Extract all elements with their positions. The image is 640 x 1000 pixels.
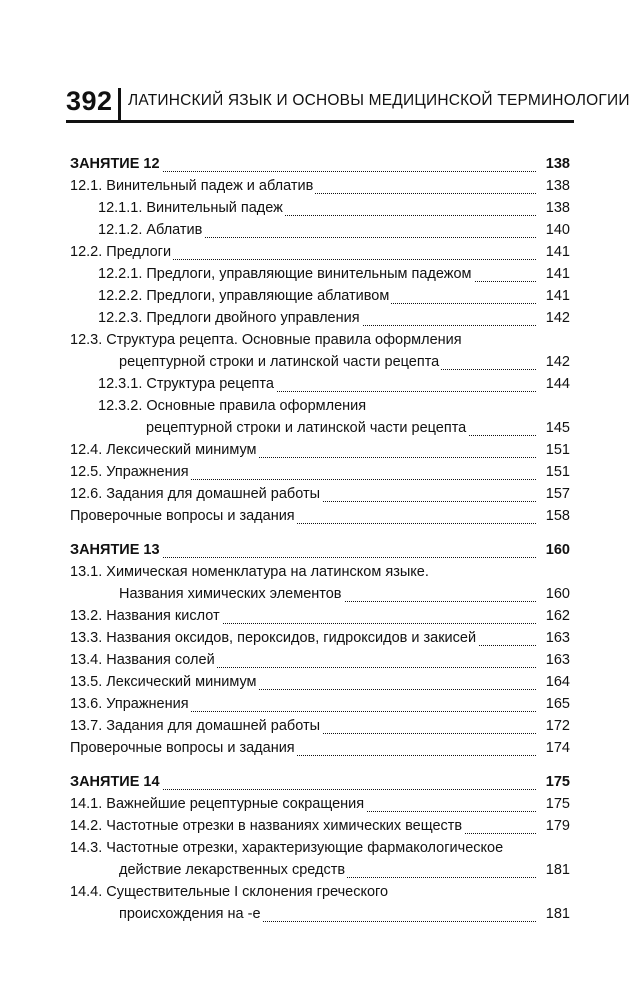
toc-entry-line: [70, 838, 570, 860]
toc-page-number: 138: [543, 198, 570, 218]
page-number: 392: [66, 86, 113, 116]
toc-entry-title: 13.7. Задания для домашней работы: [70, 718, 321, 734]
toc-entry-title: ЗАНЯТИЕ 13: [70, 542, 160, 558]
toc-entry-title: 13.5. Лексический минимум: [70, 674, 257, 690]
toc-entry[interactable]: [70, 540, 570, 562]
toc-entry[interactable]: [70, 242, 570, 264]
toc-entry-title: 13.3. Названия оксидов, пероксидов, гидроксидов и закисей: [70, 630, 477, 646]
toc-entry[interactable]: [70, 374, 570, 396]
toc-entry[interactable]: [70, 352, 570, 374]
toc-entry[interactable]: [70, 772, 570, 794]
toc-entry-title: 12.1. Винительный падеж и аблатив: [70, 178, 314, 194]
toc-entry-continuation: рецептурной строки и латинской части рецепта: [146, 420, 467, 436]
toc-entry-line: [70, 562, 570, 584]
toc-page-number: 163: [543, 628, 570, 648]
toc-page-number: 181: [543, 860, 570, 880]
toc-entry-continuation: происхождения на -е: [119, 906, 261, 922]
toc-entry-title: 14.3. Частотные отрезки, характеризующие фармакологическое: [70, 840, 504, 856]
toc-entry[interactable]: [70, 176, 570, 198]
toc-entry-title: 12.4. Лексический минимум: [70, 442, 257, 458]
toc-page-number: 164: [543, 672, 570, 692]
toc-page-number: 160: [543, 584, 570, 604]
toc-entry[interactable]: [70, 462, 570, 484]
toc-entry-title: 13.6. Упражнения: [70, 696, 189, 712]
toc-page-number: 172: [543, 716, 570, 736]
toc-entry[interactable]: [70, 694, 570, 716]
header-vertical-rule: [118, 88, 121, 122]
toc-entry[interactable]: [70, 198, 570, 220]
toc-entry-title: 12.6. Задания для домашней работы: [70, 486, 321, 502]
toc-page-number: 165: [543, 694, 570, 714]
toc-entry-title: 12.1.2. Аблатив: [98, 222, 203, 238]
toc-entry[interactable]: [70, 220, 570, 242]
toc-entry[interactable]: [70, 440, 570, 462]
toc-entry-title: 13.2. Названия кислот: [70, 608, 220, 624]
toc-page-number: 140: [543, 220, 570, 240]
toc-page-number: 138: [543, 176, 570, 196]
toc-page-number: 151: [543, 462, 570, 482]
toc-entry-title: 12.1.1. Винительный падеж: [98, 200, 283, 216]
toc-entry[interactable]: [70, 418, 570, 440]
toc-page-number: 142: [543, 308, 570, 328]
toc-entry-title: 14.2. Частотные отрезки в названиях химических веществ: [70, 818, 463, 834]
toc-entry-title: 12.2. Предлоги: [70, 244, 172, 260]
toc-page-number: 142: [543, 352, 570, 372]
toc-entry-continuation: рецептурной строки и латинской части рецепта: [119, 354, 440, 370]
toc-entry[interactable]: [70, 484, 570, 506]
toc-entry[interactable]: [70, 154, 570, 176]
toc-entry-title: ЗАНЯТИЕ 14: [70, 774, 160, 790]
toc-entry[interactable]: [70, 308, 570, 330]
toc-page-number: 145: [543, 418, 570, 438]
running-title: ЛАТИНСКИЙ ЯЗЫК И ОСНОВЫ МЕДИЦИНСКОЙ ТЕРМИНОЛОГИИ: [128, 92, 630, 109]
toc-entry[interactable]: [70, 672, 570, 694]
toc-page-number: 181: [543, 904, 570, 924]
toc-page-number: 174: [543, 738, 570, 758]
toc-page-number: 162: [543, 606, 570, 626]
toc-entry-title: 12.3.1. Структура рецепта: [98, 376, 274, 392]
toc-page-number: 151: [543, 440, 570, 460]
toc-entry[interactable]: [70, 506, 570, 528]
toc-entry-title: 12.3.2. Основные правила оформления: [98, 398, 367, 414]
toc-entry-title: 12.2.1. Предлоги, управляющие винительным падежом: [98, 266, 472, 282]
toc-entry[interactable]: [70, 716, 570, 738]
header-horizontal-rule: [66, 120, 574, 123]
toc-page-number: 141: [543, 264, 570, 284]
toc-entry-title: ЗАНЯТИЕ 12: [70, 156, 160, 172]
toc-entry[interactable]: [70, 628, 570, 650]
toc-entry[interactable]: [70, 860, 570, 882]
toc-entry-title: 13.4. Названия солей: [70, 652, 215, 668]
toc-page-number: 179: [543, 816, 570, 836]
toc-entry-line: [70, 330, 570, 352]
toc-entry[interactable]: [70, 794, 570, 816]
toc-entry-title: 12.2.3. Предлоги двойного управления: [98, 310, 360, 326]
toc-page-number: 144: [543, 374, 570, 394]
toc-entry[interactable]: [70, 904, 570, 926]
toc-page-number: 138: [543, 154, 570, 174]
toc-entry[interactable]: [70, 816, 570, 838]
toc-entry-title: 12.2.2. Предлоги, управляющие аблативом: [98, 288, 390, 304]
toc-entry-line: [70, 396, 570, 418]
toc-entry-title: 12.3. Структура рецепта. Основные правила оформления: [70, 332, 462, 348]
toc-entry-title: Проверочные вопросы и задания: [70, 508, 295, 524]
toc-entry[interactable]: [70, 738, 570, 760]
toc-page-number: 141: [543, 242, 570, 262]
toc-page-number: 141: [543, 286, 570, 306]
toc-page-number: 163: [543, 650, 570, 670]
toc-entry[interactable]: [70, 606, 570, 628]
toc-entry[interactable]: [70, 584, 570, 606]
toc-entry[interactable]: [70, 650, 570, 672]
toc-page-number: 175: [543, 794, 570, 814]
toc-entry-title: 13.1. Химическая номенклатура на латинском языке.: [70, 564, 429, 580]
toc-entry[interactable]: [70, 286, 570, 308]
toc-page-number: 157: [543, 484, 570, 504]
toc-page-number: 160: [543, 540, 570, 560]
toc-entry-continuation: действие лекарственных средств: [119, 862, 346, 878]
toc-entry-title: 12.5. Упражнения: [70, 464, 189, 480]
toc-entry-title: 14.1. Важнейшие рецептурные сокращения: [70, 796, 365, 812]
toc-entry[interactable]: [70, 264, 570, 286]
toc-entry-line: [70, 882, 570, 904]
toc-page-number: 175: [543, 772, 570, 792]
toc-page-number: 158: [543, 506, 570, 526]
page-header: [66, 86, 630, 122]
toc-entry-title: 14.4. Существительные I склонения греческого: [70, 884, 389, 900]
toc-entry-continuation: Названия химических элементов: [119, 586, 342, 602]
toc-entry-title: Проверочные вопросы и задания: [70, 740, 295, 756]
